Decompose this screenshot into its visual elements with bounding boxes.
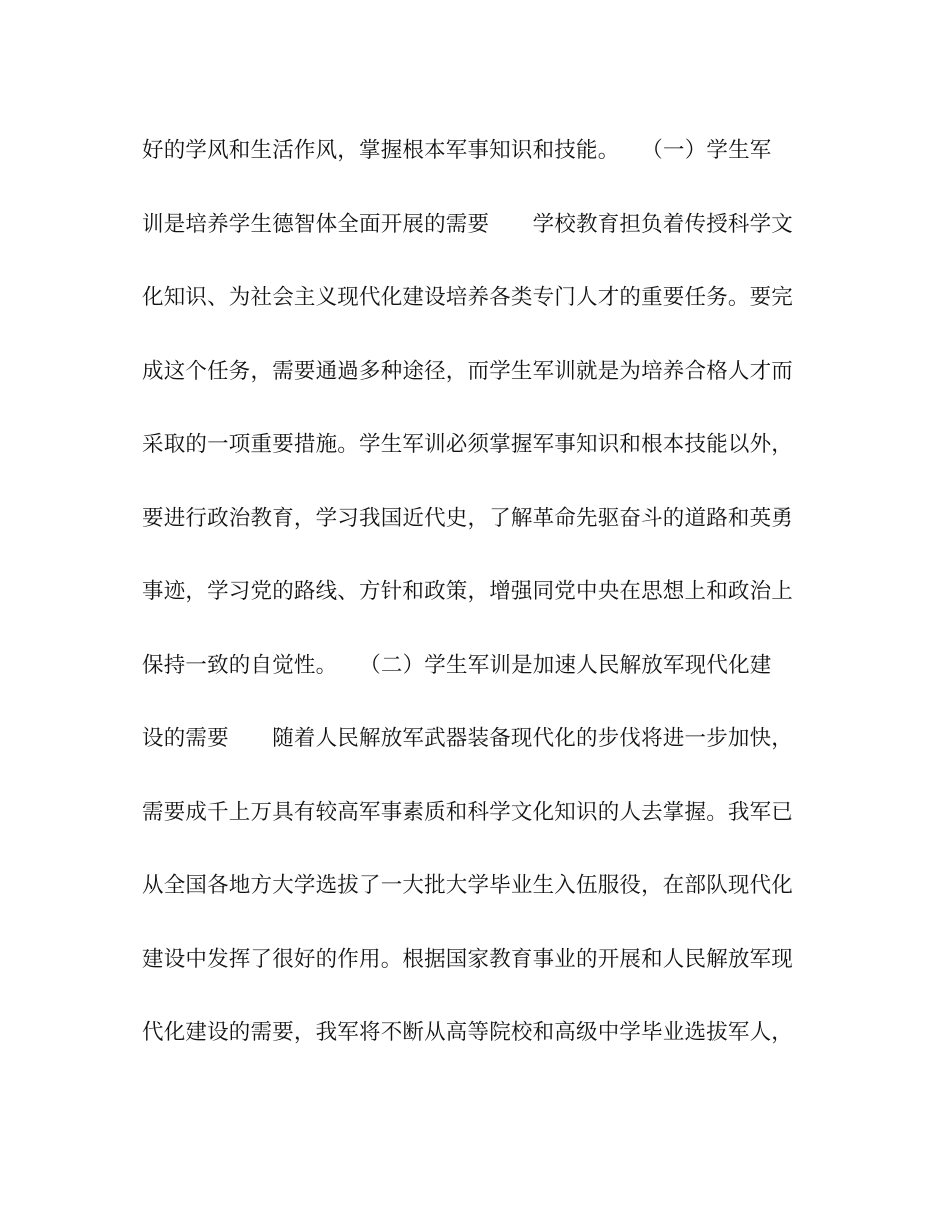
text-line: 从全国各地方大学选拔了一大批大学毕业生入伍服役，在部队现代化 bbox=[142, 873, 794, 898]
text-line: 建设中发挥了很好的作用。根据国家教育事业的开展和人民解放军现 bbox=[142, 946, 794, 972]
text-line: 化知识、为社会主义现代化建设培养各类专门人才的重要任务。要完 bbox=[142, 285, 794, 310]
text-line: 成这个任务，需要通過多种途径，而学生军训就是为培养合格人才而 bbox=[142, 358, 794, 384]
body-text bbox=[142, 136, 802, 1092]
text-line: 好的学风和生活作风，掌握根本军事知识和技能。 （一）学生军 bbox=[142, 138, 772, 163]
text-line: 要进行政治教育，学习我国近代史，了解革命先驱奋斗的道路和英勇 bbox=[142, 505, 794, 531]
text-line: 训是培养学生德智体全面开展的需要 学校教育担负着传授科学文 bbox=[142, 211, 794, 237]
text-line: 保持一致的自觉性。 （二）学生军训是加速人民解放军现代化建 bbox=[142, 652, 772, 678]
text-line: 设的需要 随着人民解放军武器装备现代化的步伐将进一步加快， bbox=[142, 726, 794, 751]
text-line: 采取的一项重要措施。学生军训必须掌握军事知识和根本技能以外， bbox=[142, 432, 794, 457]
text-line: 事迹，学习党的路线、方针和政策，增强同党中央在思想上和政治上 bbox=[142, 579, 794, 604]
text-line: 代化建设的需要，我军将不断从高等院校和高级中学毕业选拔军人， bbox=[142, 1020, 794, 1045]
text-line: 需要成千上万具有较高军事素质和科学文化知识的人去掌握。我军已 bbox=[142, 799, 794, 825]
